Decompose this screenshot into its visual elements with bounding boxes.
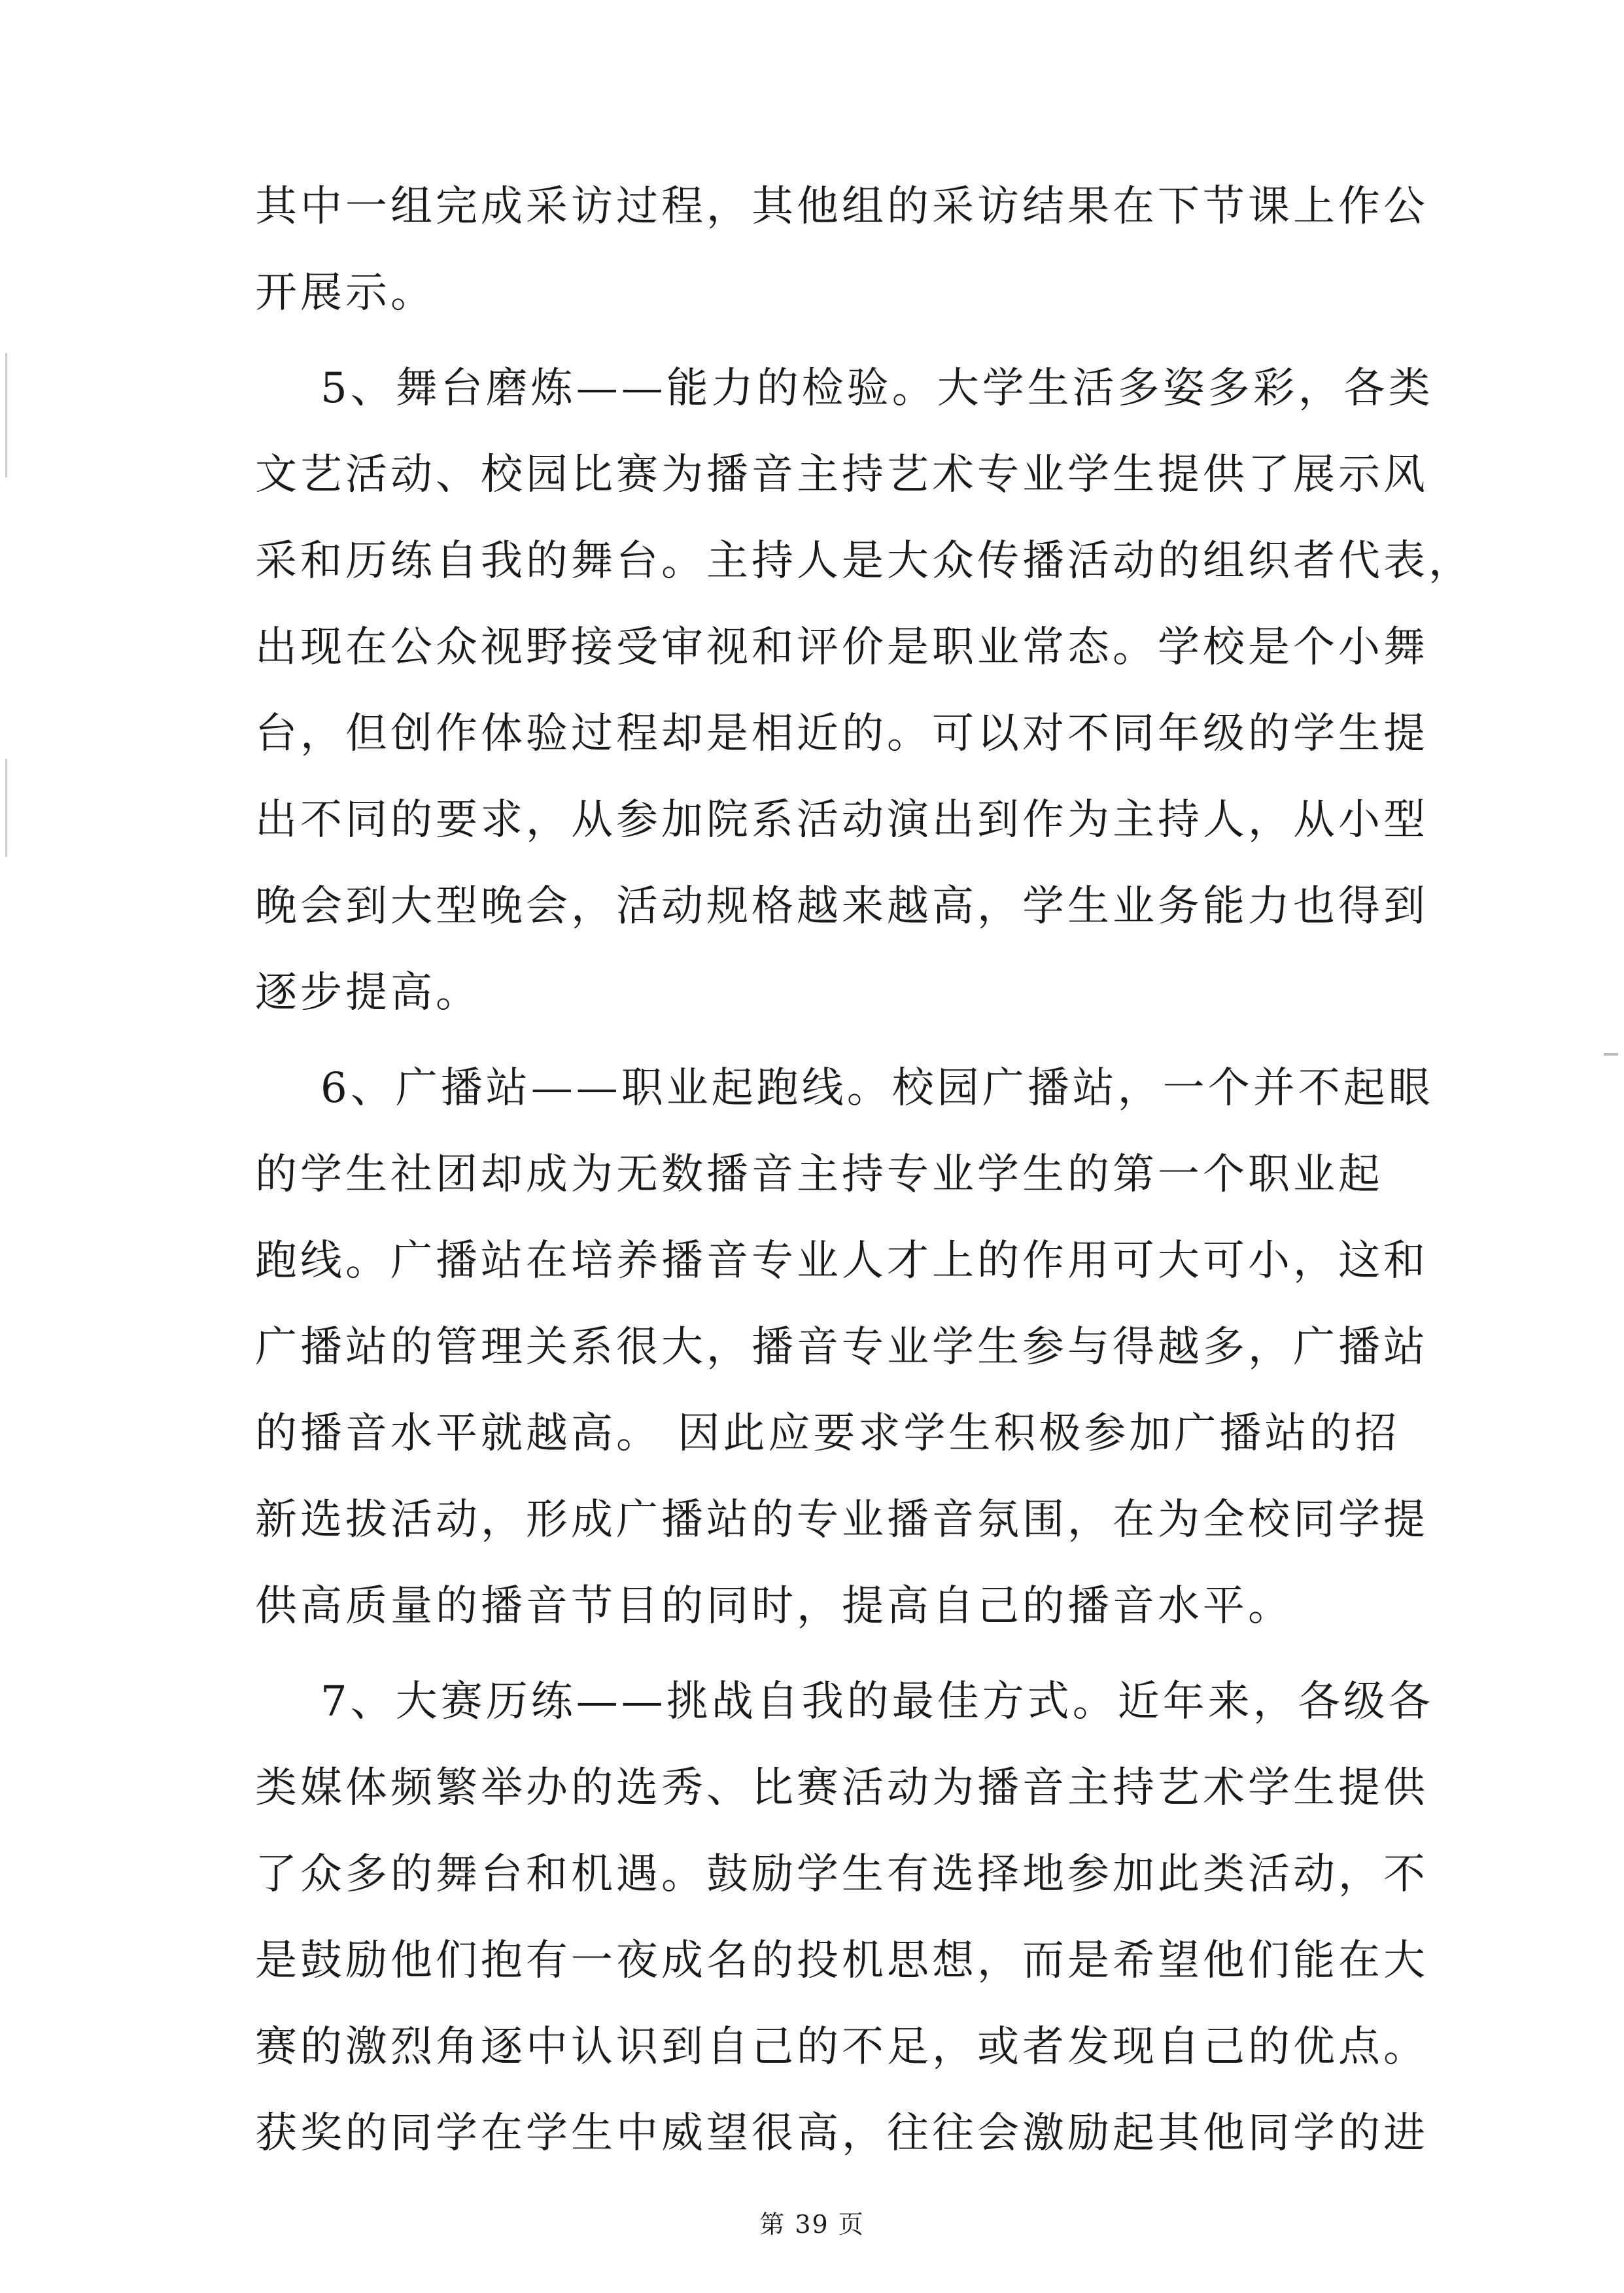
text-line: 文艺活动、校园比赛为播音主持艺术专业学生提供了展示风 — [255, 451, 1428, 499]
text-line: 出不同的要求，从参加院系活动演出到作为主持人，从小型 — [255, 796, 1428, 844]
text-line: 赛的激烈角逐中认识到自己的不足，或者发现自己的优点。 — [255, 2023, 1428, 2071]
text-line: 类媒体频繁举办的选秀、比赛活动为播音主持艺术学生提供 — [255, 1764, 1428, 1812]
text-line: 是鼓励他们抱有一夜成名的投机思想，而是希望他们能在大 — [255, 1937, 1428, 1985]
scan-mark — [5, 353, 7, 477]
text-line: 的播音水平就越高。 因此应要求学生积极参加广播站的招 — [255, 1409, 1400, 1458]
text-line: 供高质量的播音节目的同时，提高自己的播音水平。 — [255, 1582, 1293, 1630]
scan-mark — [5, 759, 7, 857]
text-line: 台，但创作体验过程却是相近的。可以对不同年级的学生提 — [255, 710, 1428, 758]
text-line: 出现在公众视野接受审视和评价是职业常态。学校是个小舞 — [255, 623, 1428, 672]
text-line: 开展示。 — [255, 269, 436, 317]
text-line: 晚会到大型晚会，活动规格越来越高，学生业务能力也得到 — [255, 882, 1428, 931]
text-line: 其中一组完成采访过程，其他组的采访结果在下节课上作公 — [255, 182, 1428, 231]
text-line: 7、大赛历练——挑战自我的最佳方式。近年来，各级各 — [320, 1678, 1434, 1726]
text-line: 的学生社团却成为无数播音主持专业学生的第一个职业起 — [255, 1150, 1383, 1199]
text-line: 获奖的同学在学生中威望很高，往往会激励起其他同学的进 — [255, 2109, 1428, 2158]
text-line: 逐步提高。 — [255, 969, 481, 1017]
text-line: 了众多的舞台和机遇。鼓励学生有选择地参加此类活动，不 — [255, 1850, 1428, 1899]
page-number: 第 39 页 — [759, 2210, 865, 2239]
scan-mark — [1604, 1053, 1618, 1056]
text-line: 广播站的管理关系很大，播音专业学生参与得越多，广播站 — [255, 1323, 1428, 1371]
text-line: 6、广播站——职业起跑线。校园广播站，一个并不起眼 — [320, 1064, 1434, 1112]
text-line: 采和历练自我的舞台。主持人是大众传播活动的组织者代表， — [255, 537, 1474, 585]
text-line: 跑线。广播站在培养播音专业人才上的作用可大可小，这和 — [255, 1237, 1428, 1285]
body-text — [255, 164, 1474, 2177]
text-line: 新选拔活动，形成广播站的专业播音氛围，在为全校同学提 — [255, 1496, 1428, 1544]
text-line: 5、舞台磨炼——能力的检验。大学生活多姿多彩，各类 — [320, 364, 1434, 413]
